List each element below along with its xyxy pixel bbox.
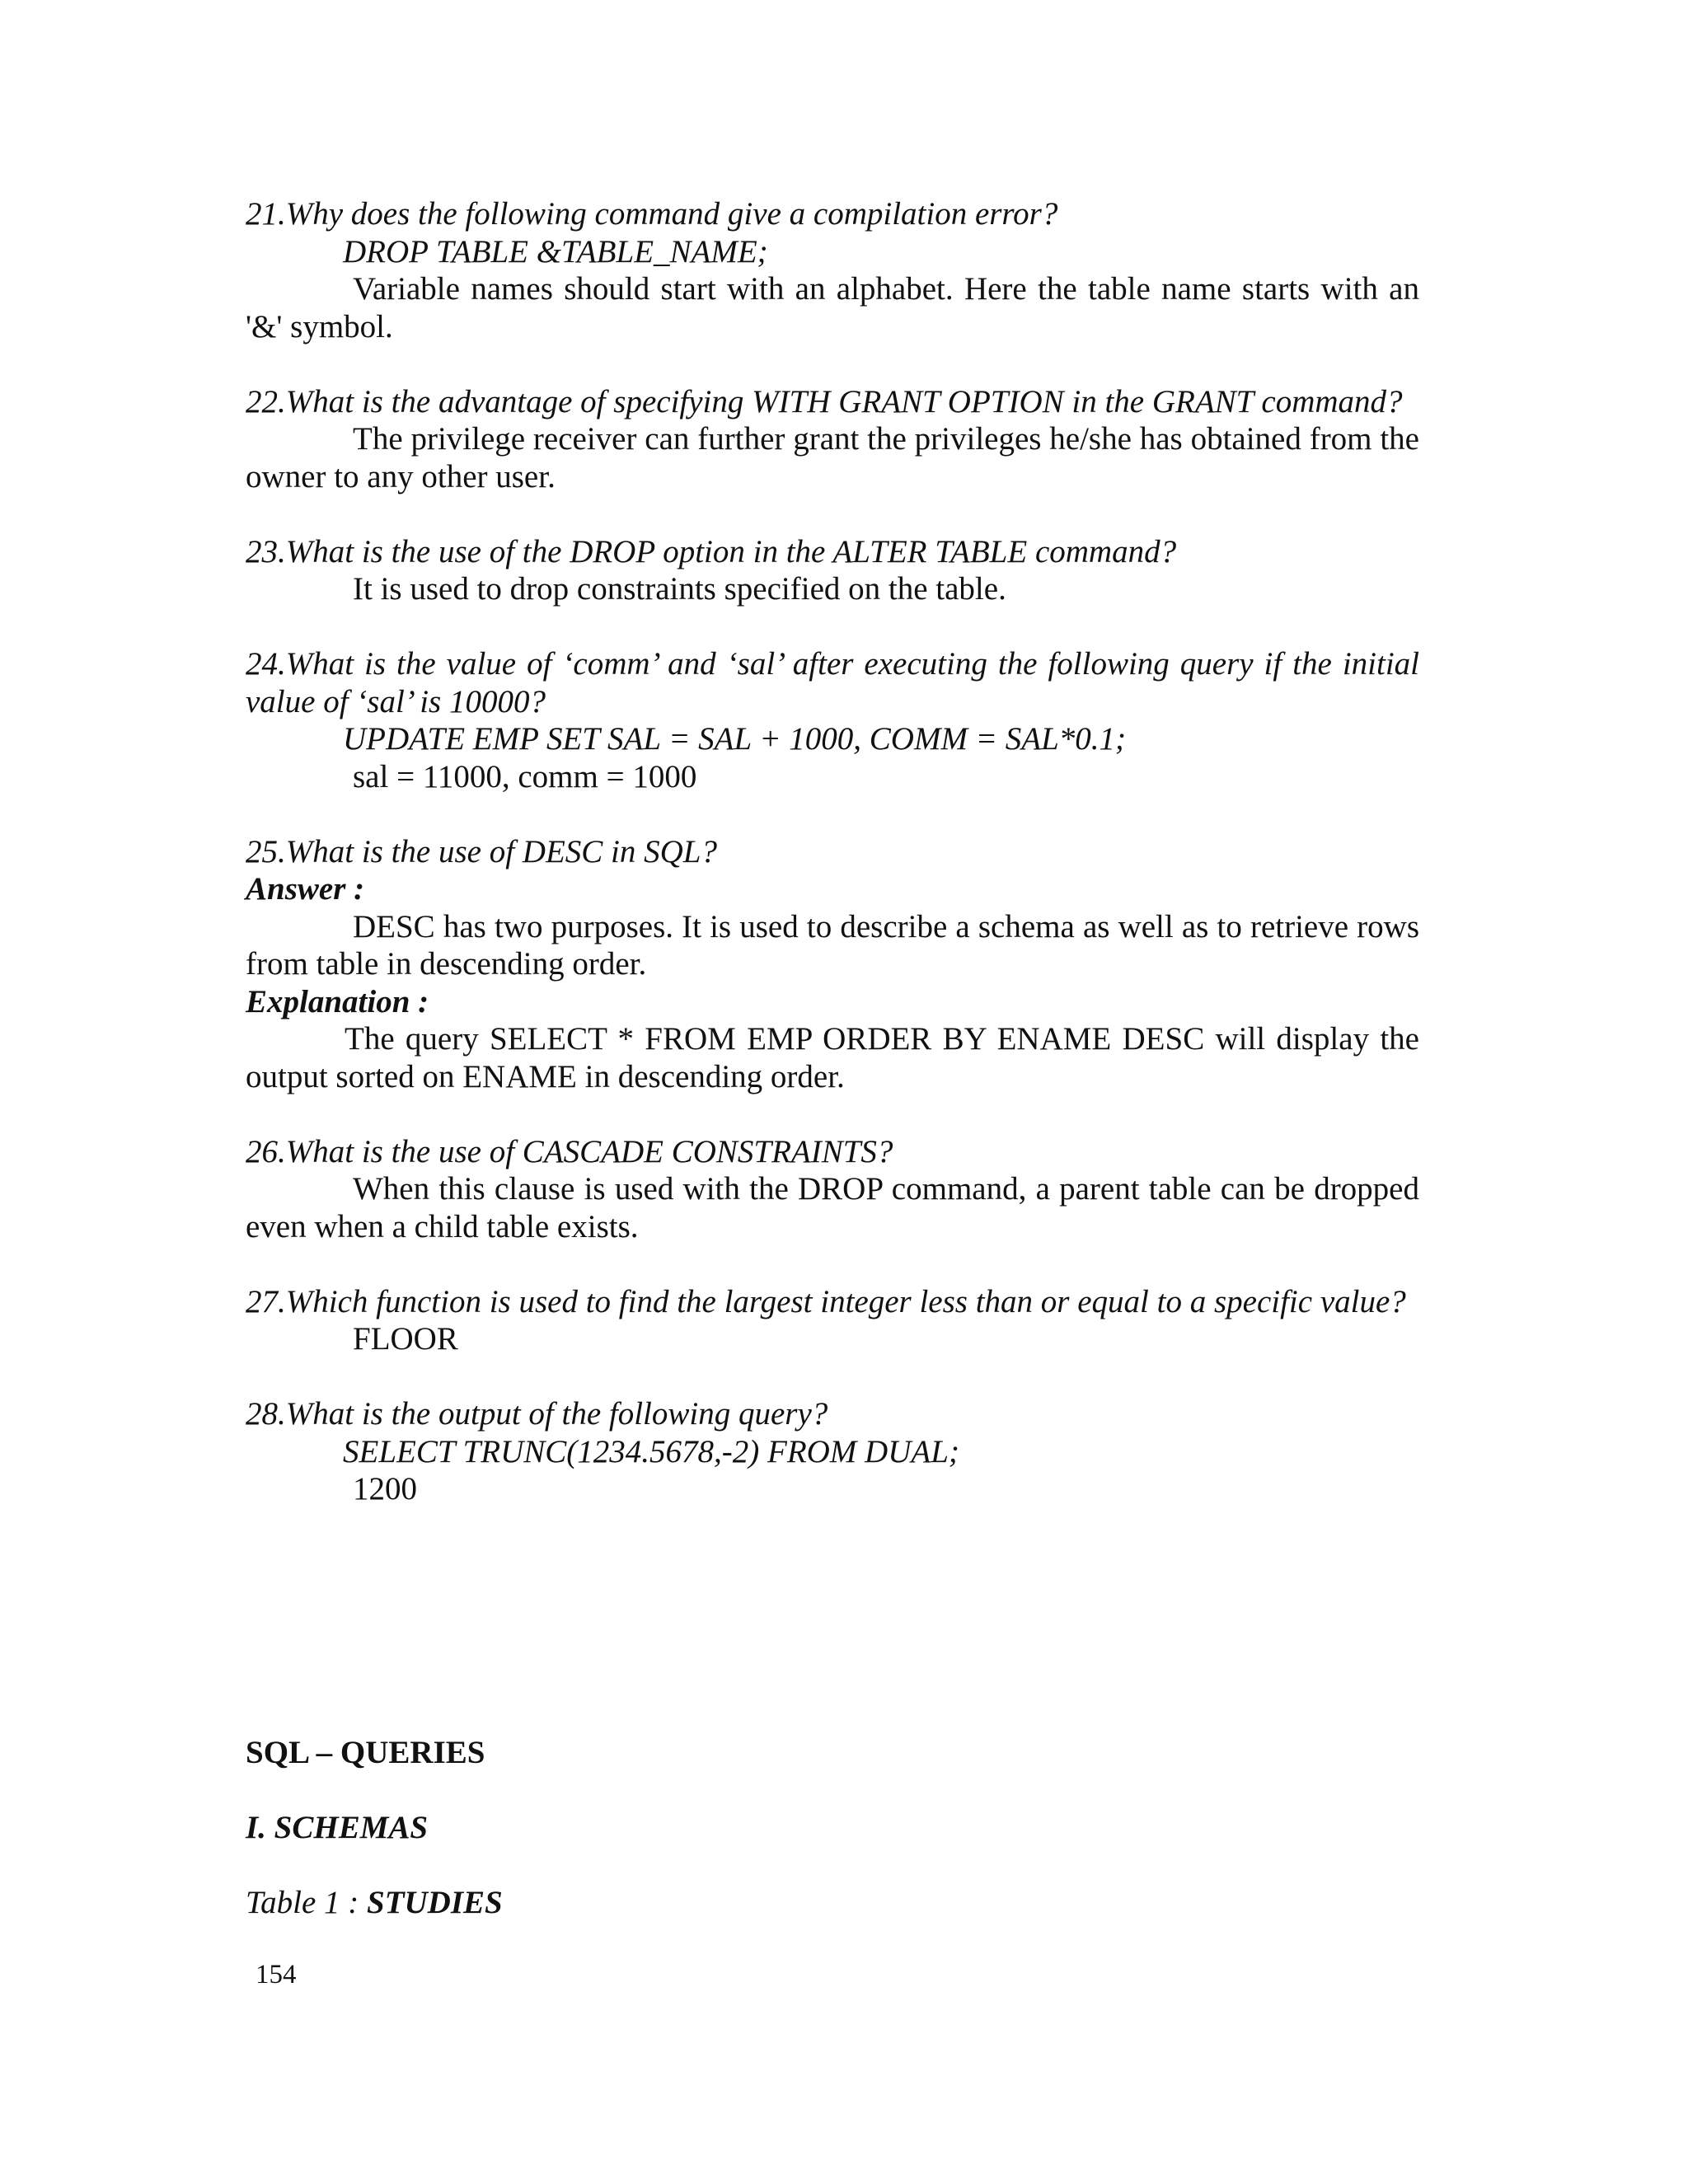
- question-28: [246, 1395, 1419, 1508]
- explanation-label: Explanation :: [246, 983, 429, 1019]
- page-number: 154: [256, 1960, 297, 1990]
- explanation-text: The query SELECT * FROM EMP ORDER BY ENAME DESC will display the output sorted on ENAME in descending order.: [246, 1021, 1419, 1094]
- question-text: 23.What is the use of the DROP option in the ALTER TABLE command?: [246, 533, 1177, 569]
- question-text: 22.What is the advantage of specifying WITH GRANT OPTION in the GRANT command?: [246, 383, 1403, 419]
- question-text: 27.Which function is used to find the largest integer less than or equal to a specific value?: [246, 1283, 1406, 1319]
- section-headings: [246, 1734, 1419, 1922]
- table-caption-prefix: Table 1 :: [246, 1885, 367, 1920]
- answer-text: The privilege receiver can further grant the privileges he/she has obtained from the owner to any other user.: [246, 421, 1419, 494]
- answer-text: When this clause is used with the DROP command, a parent table can be dropped even when a child table exists.: [246, 1171, 1419, 1244]
- question-22: [246, 383, 1419, 496]
- code-snippet: UPDATE EMP SET SAL = SAL + 1000, COMM = SAL*0.1;: [343, 721, 1126, 757]
- answer-label: Answer :: [246, 871, 365, 907]
- code-snippet: DROP TABLE &TABLE_NAME;: [343, 233, 768, 269]
- answer-text: FLOOR: [353, 1321, 458, 1357]
- question-26: [246, 1133, 1419, 1246]
- answer-text: DESC has two purposes. It is used to describe a schema as well as to retrieve rows from table in descending order.: [246, 908, 1419, 982]
- question-21: [246, 195, 1419, 345]
- question-text: 24.What is the value of ‘comm’ and ‘sal’ after executing the following query if the initial value of ‘sal’ is 10000?: [246, 646, 1419, 719]
- question-text: 21.Why does the following command give a compilation error?: [246, 196, 1058, 232]
- answer-text: Variable names should start with an alphabet. Here the table name starts with an '&' symbol.: [246, 271, 1419, 344]
- section-title: SQL – QUERIES: [246, 1735, 485, 1770]
- code-snippet: SELECT TRUNC(1234.5678,-2) FROM DUAL;: [343, 1433, 959, 1469]
- question-27: [246, 1283, 1419, 1358]
- table-caption: [246, 1884, 1419, 1922]
- question-text: 26.What is the use of CASCADE CONSTRAINTS?: [246, 1133, 893, 1169]
- answer-text: 1200: [353, 1471, 417, 1507]
- question-text: 25.What is the use of DESC in SQL?: [246, 833, 717, 869]
- question-24: [246, 645, 1419, 795]
- answer-text: sal = 11000, comm = 1000: [353, 758, 697, 794]
- section-subtitle: I. SCHEMAS: [246, 1810, 429, 1845]
- table-caption-name: STUDIES: [367, 1885, 503, 1920]
- answer-text: It is used to drop constraints specified on the table.: [353, 571, 1006, 607]
- question-23: [246, 533, 1419, 608]
- question-25: [246, 833, 1419, 1096]
- question-text: 28.What is the output of the following query?: [246, 1396, 828, 1432]
- qa-content: [246, 195, 1419, 1508]
